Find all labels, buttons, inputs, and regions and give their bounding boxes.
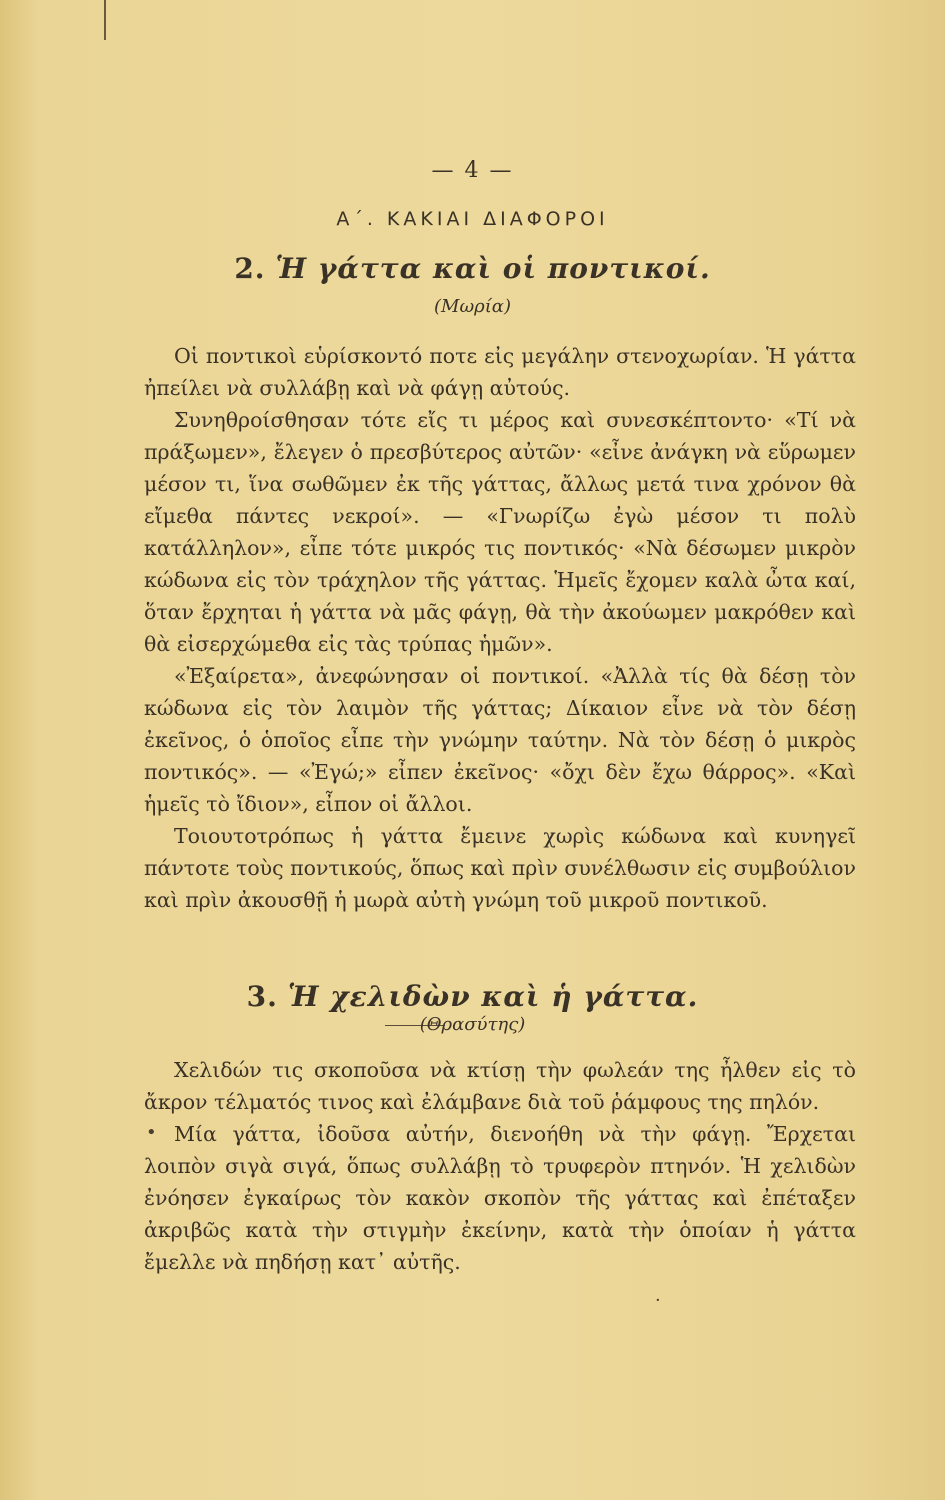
page-number: — 4 — — [431, 158, 514, 183]
binding-line — [104, 0, 106, 40]
fable-title-text: Ἡ γάττα καὶ οἱ ποντικοί. — [275, 252, 711, 285]
fable-subtitle: (Μωρία) — [434, 296, 511, 317]
fable-body — [144, 1054, 856, 1278]
fable-title-text: Ἡ χελιδὼν καὶ ἡ γάττα. — [287, 980, 699, 1013]
paragraph: Οἱ ποντικοὶ εὑρίσκοντό ποτε εἰς μεγάλην στενοχωρίαν. Ἡ γάττα ἠπείλει νὰ συλλάβῃ καὶ νὰ φάγῃ αὐτούς. — [144, 344, 856, 400]
stray-mark: · — [655, 1290, 661, 1311]
fable-title — [0, 980, 945, 1013]
paragraph: «Ἐξαίρετα», ἀνεφώνησαν οἱ ποντικοί. «Ἀλλὰ τίς θὰ δέσῃ τὸν κώδωνα εἰς τὸν λαιμὸν τῆς γάττας; Δίκαιον εἶνε νὰ τὸν δέσῃ ἐκεῖνος, ὁ ὁποῖος εἶπε τὴν γνώμην ταύτην. Νὰ τὸν δέσῃ ὁ μικρὸς ποντικός». — «Ἐγώ;» εἶπεν ἐκεῖνος· «ὄχι δὲν ἔχω θάρρος». «Καὶ ἡμεῖς τὸ ἴδιον», εἶπον οἱ ἄλλοι. — [144, 664, 856, 816]
fable-body — [144, 340, 856, 916]
fable-number: 2. — [234, 252, 266, 285]
fable-title — [0, 252, 945, 285]
paragraph: Τοιουτοτρόπως ἡ γάττα ἔμεινε χωρὶς κώδωνα καὶ κυνηγεῖ πάντοτε τοὺς ποντικούς, ὅπως καὶ πρὶν συνέλθωσιν εἰς συμβούλιον καὶ πρὶν ἀκουσθῇ ἡ μωρὰ αὐτὴ γνώμη τοῦ μικροῦ ποντικοῦ. — [144, 824, 856, 912]
fable-subtitle: (Θρασύτης) — [419, 1014, 526, 1035]
paragraph: Μία γάττα, ἰδοῦσα αὐτήν, διενοήθη νὰ τὴν φάγῃ. Ἔρχεται λοιπὸν σιγὰ σιγά, ὅπως συλλάβῃ τὸ τρυφερὸν πτηνόν. Ἡ χελιδὼν ἐνόησεν ἐγκαίρως τὸν κακὸν σκοπὸν τῆς γάττας καὶ ἐπέταξεν ἀκριβῶς κατὰ τὴν στιγμὴν ἐκείνην, κατὰ τὴν ὁποίαν ἡ γάττα ἔμελλε νὰ πηδήσῃ κατ᾽ αὐτῆς. — [144, 1122, 856, 1274]
paragraph: Συνηθροίσθησαν τότε εἴς τι μέρος καὶ συνεσκέπτοντο· «Τί νὰ πράξωμεν», ἔλεγεν ὁ πρεσβύτερος αὐτῶν· «εἶνε ἀνάγκη νὰ εὕρωμεν μέσον τι, ἵνα σωθῶμεν ἐκ τῆς γάττας, ἄλλως μετά τινα χρόνον θὰ εἴμεθα πάντες νεκροί». — «Γνωρίζω ἐγὼ μέσον τι πολὺ κατάλληλον», εἶπε τότε μικρός τις ποντικός· «Νὰ δέσωμεν μικρὸν κώδωνα εἰς τὸν τράχηλον τῆς γάττας. Ἡμεῖς ἔχομεν καλὰ ὦτα καί, ὅταν ἔρχηται ἡ γάττα νὰ μᾶς φάγῃ, θὰ τὴν ἀκούωμεν μακρόθεν καὶ θὰ εἰσερχώμεθα εἰς τὰς τρύπας ἡμῶν». — [144, 408, 856, 656]
stray-mark: • — [146, 1122, 157, 1143]
section-heading: Α΄. ΚΑΚΙΑΙ ΔΙΑΦΟΡΟΙ — [336, 208, 609, 230]
paragraph: Χελιδών τις σκοποῦσα νὰ κτίσῃ τὴν φωλεάν της ἦλθεν εἰς τὸ ἄκρον τέλματός τινος καὶ ἐλάμβανε διὰ τοῦ ῥάμφους της πηλόν. — [144, 1058, 856, 1114]
fable-number: 3. — [246, 980, 278, 1013]
